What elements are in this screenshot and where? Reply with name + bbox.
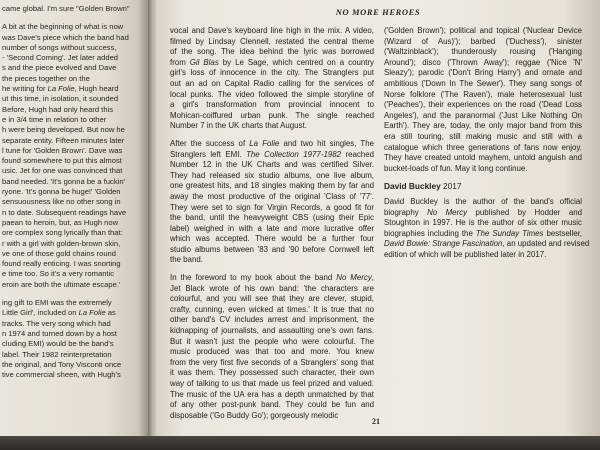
left-page bbox=[0, 0, 150, 450]
left-emi-line: Number 12 in the UK Charts and was certified Silver. bbox=[170, 160, 374, 170]
left-page-line: l tune for 'Golden Brown'. Dave was bbox=[2, 145, 123, 155]
left-emi-line: studio albums between '83 and '90 before Cornwell left bbox=[170, 244, 374, 254]
song-list-line: ('Golden Brown'); political and topical ('Nuclear Device bbox=[384, 26, 582, 35]
left-page-line: n 1974 and turned down by a host bbox=[2, 328, 117, 338]
author-bio-line: David Buckley is the author of the band's official bbox=[384, 196, 582, 206]
video-line: girl's loss of innocence in the city. The Stranglers put bbox=[170, 68, 374, 78]
author-bio-line: edition of which will be published later in 2017. bbox=[384, 249, 547, 259]
foreword-line: The music of the UA era has a depth unmatched by that bbox=[170, 389, 374, 399]
left-page-line: r with a girl with golden-brown skin, bbox=[2, 238, 121, 248]
song-list-line: era still touring, still making music and still with a bbox=[384, 131, 582, 141]
song-list-line: ('Waltzinblack'); thunderously rousing ('Hanging bbox=[384, 47, 582, 57]
foreword-line: But it wasn't just the people who were colourful. The bbox=[170, 336, 374, 346]
left-page-line: h were being developed. But now he bbox=[2, 125, 125, 135]
video-line: of the song. The idea behind the lyric was borrowed bbox=[170, 47, 374, 57]
paragraph-author-bio bbox=[384, 196, 590, 261]
left-page-line: was Dave's piece which the band had bbox=[2, 32, 129, 42]
table-surface bbox=[0, 436, 600, 450]
foreword-line: of any other post-punk band. They could be fun and bbox=[170, 400, 374, 410]
video-line: Number 7 in the UK charts that August. bbox=[170, 121, 307, 131]
left-emi-line: After the success of La Folie and two hit singles, The bbox=[170, 138, 374, 148]
song-list-line: ('Peaches'), their experiences on the road ('Dead Loss bbox=[384, 100, 582, 110]
left-page-line: ut this time, in isolation, it sounded bbox=[2, 94, 119, 104]
paragraph-left-emi bbox=[170, 139, 374, 266]
paragraph-foreword bbox=[170, 273, 374, 421]
foreword-line: other band's CV includes arrest and imprisonment, the bbox=[170, 315, 374, 325]
author-bio-line: biography No Mercy published by Hodder and bbox=[384, 207, 582, 217]
left-page-line: A bit at the beginning of what is now bbox=[2, 22, 124, 32]
left-page-line: cluding EMI) would be the band's bbox=[2, 339, 114, 349]
left-emi-line: which was accepted. There would be a further four bbox=[170, 234, 374, 244]
song-list-line: Earth'). They are, today, the only major band from this bbox=[384, 121, 582, 131]
video-line: a girl's transformation from provincial innocent to bbox=[170, 100, 374, 110]
left-page-line: eroin are both the ultimate escape.' bbox=[2, 279, 121, 289]
left-emi-line: the band, until the heavyweight CBS (using their Epic bbox=[170, 213, 374, 223]
left-page-line: n to date. Subsequent readings have bbox=[2, 207, 127, 217]
song-list-line: Sleazy'); parodic ('Don't Bring Harry') and ornate and bbox=[384, 68, 582, 78]
author-bio-line: biographies including the The Sunday Times bestseller, bbox=[384, 228, 582, 238]
left-page-line: Before, Hugh had only heard this bbox=[2, 104, 114, 114]
author-year: 2017 bbox=[443, 181, 462, 192]
author-bio-line: Stoughton in 1997. He is the author of six other music bbox=[384, 218, 582, 228]
left-page-line: ore complex song lyrically than that: bbox=[2, 228, 123, 238]
video-line: from Gil Blas by Le Sage, which centred on a country bbox=[170, 57, 374, 67]
text-column-2 bbox=[384, 26, 590, 267]
left-page-line bbox=[2, 290, 147, 298]
video-line: vocal and Dave's keyboard line high in the mix. A video, bbox=[170, 26, 374, 35]
left-page-line: tracks. The very song which had bbox=[2, 318, 111, 328]
foreword-line: it was them. They possessed such character, their own bbox=[170, 368, 374, 378]
video-line: filmed by Lindsay Clennell, restated the central theme bbox=[170, 36, 374, 46]
paragraph-video bbox=[170, 26, 374, 132]
left-emi-line: the band. bbox=[170, 255, 203, 265]
song-list-line: Norse folklore ('The Raven'), male heterosexual lust bbox=[384, 89, 582, 99]
running-head: NO MORE HEROES bbox=[335, 7, 421, 17]
left-emi-line: one greatest hits, and 18 singles making them by far and bbox=[170, 181, 374, 191]
left-page-line: found somewhere to put this almost bbox=[2, 156, 122, 166]
left-emi-line: away the most productive of the original 'Class of '77'. bbox=[170, 191, 374, 201]
left-page-line: separate entity. Fifteen minutes later bbox=[2, 135, 125, 145]
foreword-line: kidnapping of journalists, and assaulting one's own fans. bbox=[170, 326, 374, 336]
left-emi-line: label) weighed in with a late and more lucrative offer bbox=[170, 223, 374, 233]
left-page-line: the pieces together on the bbox=[2, 73, 90, 83]
left-emi-line: Stranglers left EMI. The Collection 1977-1982 reached bbox=[170, 149, 374, 159]
paragraph-song-list bbox=[384, 26, 582, 174]
foreword-line: crafty, cunning, even wicked at times.' It is true that no bbox=[170, 304, 374, 314]
left-page-line: band needed. 'It's gonna be a fuckin' bbox=[2, 176, 125, 186]
video-line: local punks. The video followed the simple storyline of bbox=[170, 89, 374, 99]
left-page-text bbox=[2, 4, 147, 384]
left-page-line: tive commercial sheen, with Hugh's bbox=[2, 370, 121, 380]
author-name: David Buckley bbox=[384, 181, 441, 192]
page-number: 21 bbox=[372, 417, 380, 426]
author-heading bbox=[384, 181, 582, 192]
foreword-line: way of talking to us that made us feel prized and valued. bbox=[170, 379, 374, 388]
song-list-line: catalogue which three generations of fans now enjoy. bbox=[384, 142, 582, 152]
foreword-line: colourful, and you will see that they are clever, stupid, bbox=[170, 294, 374, 304]
left-page-line: s and the piece evolved and Dave bbox=[2, 63, 117, 73]
left-page-line bbox=[2, 14, 147, 22]
left-page-line: he writing for La Folie, Hugh heard bbox=[2, 84, 119, 94]
author-bio-line: David Bowie: Strange Fascination, an updated and revised bbox=[384, 239, 590, 249]
foreword-line: disposable ('Go Buddy Go'); gorgeously melodic bbox=[170, 410, 339, 420]
left-page-line: number of songs without success, bbox=[2, 42, 117, 52]
song-list-line: (Wizard of Aus)'); barbed ('Duchess'), sinister bbox=[384, 36, 582, 46]
song-list-line: Angeles'), and the paranormal ('Just Like Nothing On bbox=[384, 110, 582, 120]
left-emi-line: They had released six studio albums, one live album, bbox=[170, 170, 374, 180]
foreword-line: In the foreword to my book about the band No Mercy, bbox=[170, 273, 374, 283]
foreword-line: from the very first five seconds of a Stranglers' song that bbox=[170, 357, 374, 367]
left-page-line: sensuousness like no other song in bbox=[2, 197, 121, 207]
video-line: out an ad on Capital Radio calling for the services of bbox=[170, 78, 374, 88]
left-page-line: e in 3/4 time in relation to other bbox=[2, 114, 107, 124]
right-page bbox=[156, 0, 600, 450]
left-page-line: ve one of those gold chains round bbox=[2, 248, 116, 258]
text-column-1 bbox=[170, 26, 374, 428]
left-page-line: e time too. So it's a very romantic bbox=[2, 269, 115, 279]
left-page-line: ryone. 'It's gonna be huge!' 'Golden bbox=[2, 187, 121, 197]
left-page-line: Little Girl', included on La Folie as bbox=[2, 308, 116, 318]
left-page-line: found really enticing. I was snorting bbox=[2, 259, 121, 269]
left-page-line: paean to heroin, but, as Hugh now bbox=[2, 217, 119, 227]
left-page-line: came global. I'm sure "Golden Brown" bbox=[2, 4, 130, 13]
foreword-line: Jet Black wrote of his own band: 'the characters are bbox=[170, 283, 374, 293]
song-list-line: Around'); disco ('Thrown Away'); reggae ('Nice 'N' bbox=[384, 57, 582, 67]
foreword-line: music produced was that too and more. You knew bbox=[170, 347, 374, 357]
left-emi-line: They were set to sign for Virgin Records, a good fit for bbox=[170, 202, 374, 212]
left-page-line: - 'Second Coming'. Jet later added bbox=[2, 53, 119, 63]
left-page-line: label. Their 1982 reinterpretation bbox=[2, 349, 112, 359]
left-page-line: usic. Jet for one was convinced that bbox=[2, 166, 123, 176]
song-list-line: bucket-loads of fun. May it long continue. bbox=[384, 163, 528, 173]
song-list-line: ambitious ('Down In The Sewer'). They sang songs of bbox=[384, 78, 582, 88]
video-line: Mohican-coiffured urban punk. The single reached bbox=[170, 110, 374, 120]
song-list-line: They have created untold mayhem, untold anguish and bbox=[384, 153, 582, 163]
left-page-line: ing gift to EMI was the extremely bbox=[2, 298, 112, 308]
left-page-line: the original, and Tony Visconti once bbox=[2, 359, 122, 369]
